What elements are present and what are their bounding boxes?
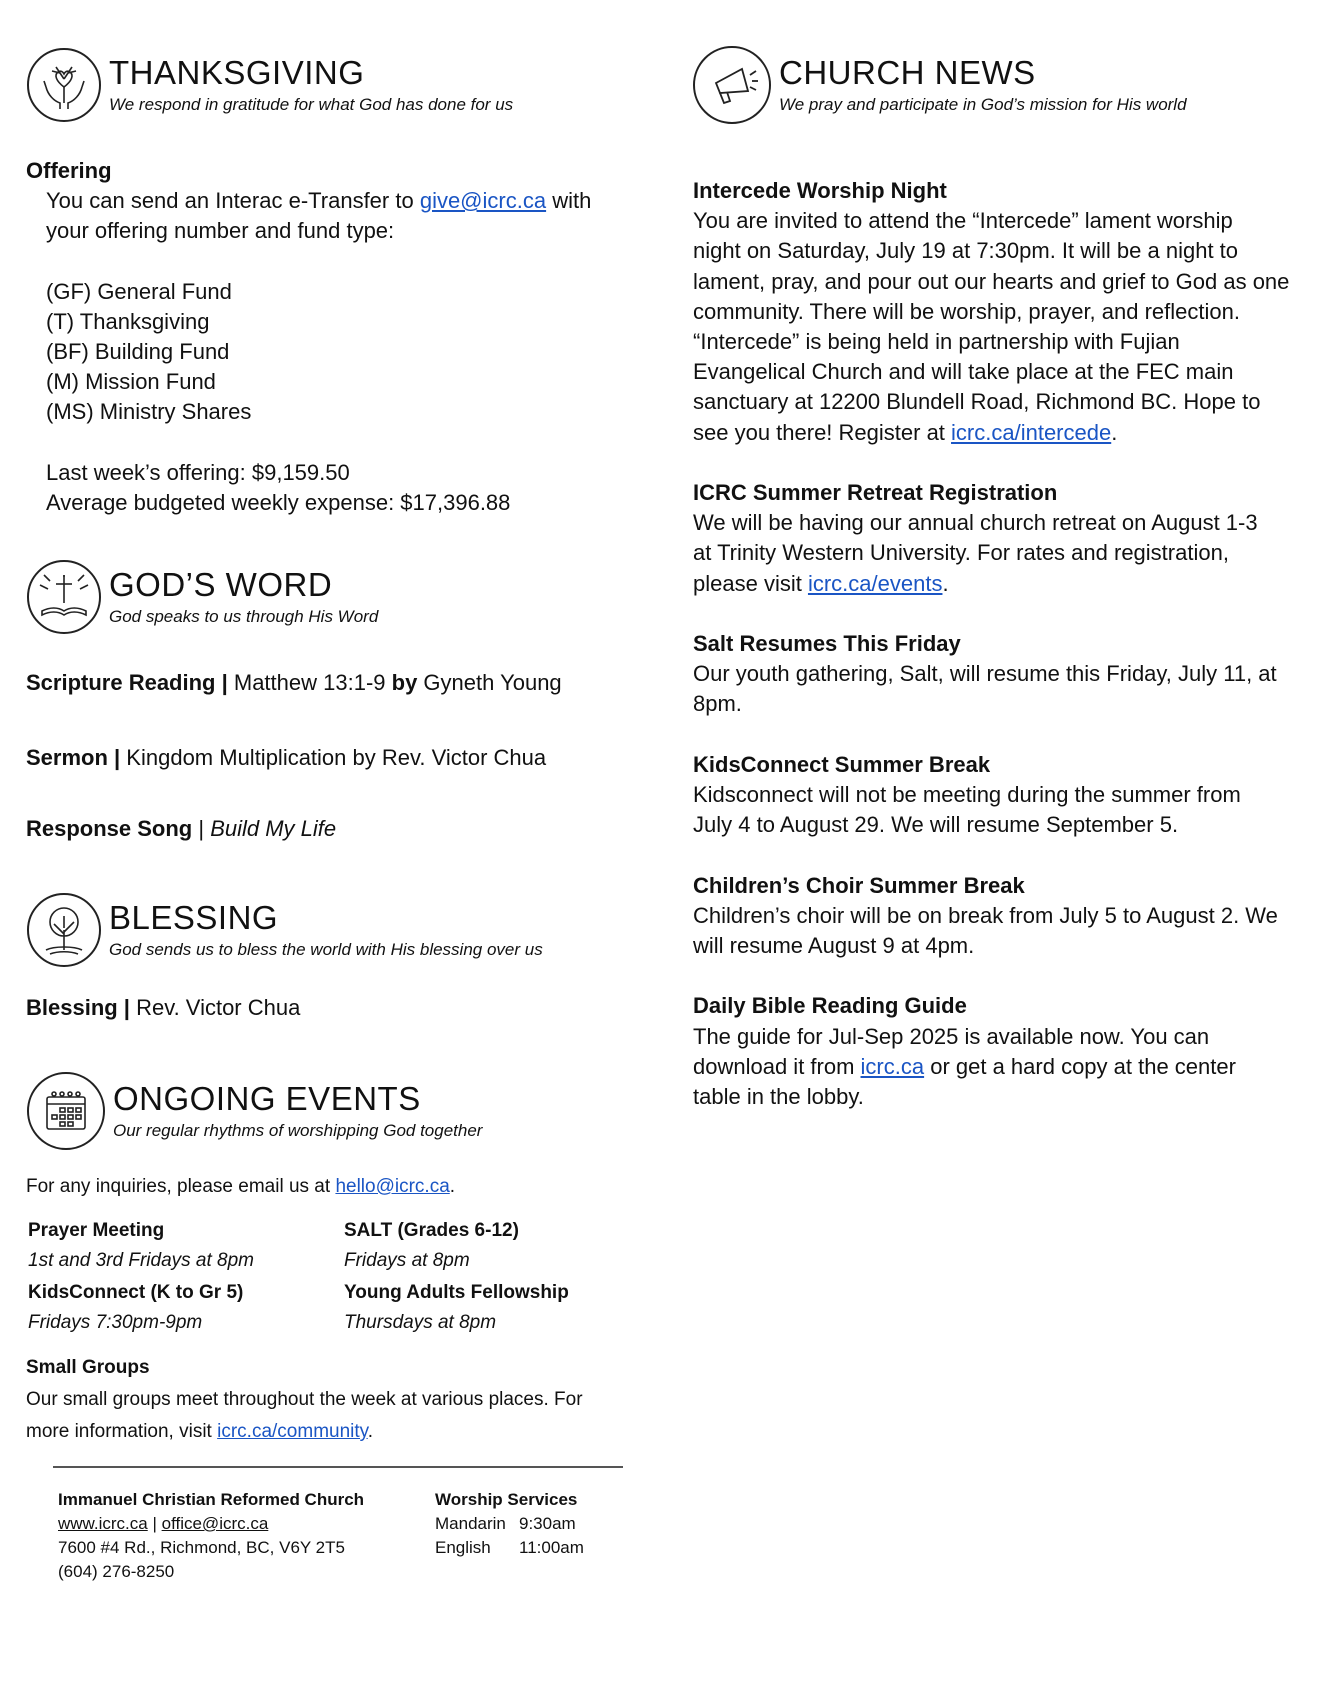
- news-heading: Daily Bible Reading Guide: [693, 993, 967, 1019]
- church-phone: (604) 276-8250: [58, 1562, 175, 1581]
- small-groups-text-2: more information, visit: [26, 1421, 218, 1442]
- event-salt: [344, 1216, 519, 1276]
- fund-item: (M) Mission Fund: [46, 369, 216, 395]
- blessing-header: [27, 893, 543, 967]
- news-heading: ICRC Summer Retreat Registration: [693, 480, 1058, 506]
- event-name: KidsConnect (K to Gr 5): [28, 1282, 244, 1303]
- events-link[interactable]: icrc.ca/events: [807, 570, 943, 596]
- event-time: Thursdays at 8pm: [344, 1312, 497, 1333]
- news-heading: Children’s Choir Summer Break: [693, 872, 1025, 898]
- small-groups-post: .: [367, 1421, 374, 1442]
- news-item-kidsconnect: [693, 750, 1313, 841]
- ongoing-subtitle: Our regular rhythms of worshipping God together: [113, 1121, 483, 1140]
- fund-item: (T) Thanksgiving: [46, 308, 210, 334]
- news-item-intercede: [693, 176, 1313, 448]
- service-row: [435, 1536, 584, 1560]
- website-link[interactable]: www.icrc.ca: [58, 1514, 148, 1533]
- news-item-choir: [693, 871, 1313, 962]
- news-text: “Intercede” is being held in partnership with Fujian: [693, 329, 1180, 355]
- sermon-title: Kingdom Multiplication: [120, 745, 353, 770]
- blessing-subtitle: God sends us to bless the world with His blessing over us: [109, 940, 543, 959]
- fund-item: (MS) Ministry Shares: [46, 399, 252, 425]
- service-lang: Mandarin: [435, 1514, 506, 1533]
- fund-item: (GF) General Fund: [46, 278, 232, 304]
- event-time: Fridays 7:30pm-9pm: [28, 1312, 203, 1333]
- small-groups-text: Our small groups meet throughout the week at various places. For: [26, 1389, 583, 1410]
- inquiry-line: [26, 1176, 455, 1198]
- church-address: 7600 #4 Rd., Richmond, BC, V6Y 2T5: [58, 1538, 345, 1557]
- blessing-label: Blessing |: [26, 995, 130, 1020]
- news-heading: KidsConnect Summer Break: [693, 751, 991, 777]
- news-text: Our youth gathering, Salt, will resume this Friday, July 11, at: [693, 661, 1277, 687]
- sermon: [26, 743, 546, 773]
- news-heading: Intercede Worship Night: [693, 178, 947, 203]
- event-prayer: [28, 1216, 254, 1276]
- event-young-adults: [344, 1278, 569, 1338]
- services-heading: Worship Services: [435, 1490, 578, 1509]
- footer-divider: [53, 1466, 623, 1468]
- response-sep: |: [192, 816, 211, 841]
- offering-heading: Offering: [26, 158, 112, 183]
- gods-word-header: [27, 560, 378, 634]
- news-text: You are invited to attend the “Intercede” lament worship: [693, 208, 1233, 234]
- blessing-title: BLESSING: [109, 899, 279, 936]
- news-text: Children’s choir will be on break from July 5 to August 2. We: [693, 902, 1278, 928]
- offering-text: You can send an Interac e-Transfer to: [46, 188, 420, 213]
- news-heading: Salt Resumes This Friday: [693, 631, 961, 657]
- news-text: lament, pray, and pour out our hearts and grief to God as one: [693, 268, 1290, 294]
- news-text: July 4 to August 29. We will resume September 5.: [693, 812, 1179, 838]
- blessing-line: [26, 993, 300, 1023]
- scripture-reading: [26, 668, 562, 698]
- gods-word-title: GOD’S WORD: [109, 566, 333, 603]
- news-text: The guide for Jul-Sep 2025 is available now. You can: [693, 1023, 1210, 1049]
- scripture-passage: Matthew 13:1-9: [227, 670, 392, 695]
- news-list: [693, 176, 1313, 1112]
- intercede-link[interactable]: icrc.ca/intercede: [951, 419, 1112, 445]
- news-item-salt: [693, 629, 1313, 720]
- give-email-link[interactable]: give@icrc.ca: [419, 188, 547, 213]
- church-name: Immanuel Christian Reformed Church: [58, 1490, 365, 1509]
- news-text: download it from: [693, 1053, 861, 1079]
- footer-church-info: [58, 1488, 364, 1584]
- ongoing-title: ONGOING EVENTS: [113, 1080, 421, 1117]
- service-time: 9:30am: [519, 1514, 576, 1533]
- offering-instructions: [46, 186, 591, 518]
- news-text: Kidsconnect will not be meeting during the summer from: [693, 782, 1241, 808]
- news-text: Evangelical Church and will take place at the FEC main: [693, 359, 1234, 385]
- news-text: will resume August 9 at 4pm.: [693, 933, 975, 959]
- service-time: 11:00am: [519, 1538, 584, 1557]
- church-news-subtitle: We pray and participate in God’s mission for His world: [779, 95, 1187, 114]
- fund-item: (BF) Building Fund: [46, 339, 230, 364]
- scripture-by: by: [391, 670, 418, 695]
- last-week-offering: Last week’s offering: $9,159.50: [46, 459, 350, 485]
- thanksgiving-subtitle: We respond in gratitude for what God has done for us: [109, 95, 514, 114]
- event-name: SALT (Grades 6-12): [344, 1220, 519, 1241]
- news-item-retreat: [693, 478, 1313, 599]
- response-song: [26, 814, 336, 844]
- service-lang: English: [435, 1538, 491, 1557]
- news-item-bible-guide: [693, 991, 1313, 1112]
- news-text: night on Saturday, July 19 at 7:30pm. It will be a night to: [693, 238, 1239, 264]
- news-text: at Trinity Western University. For rates and registration,: [693, 540, 1229, 566]
- inquiry-text: For any inquiries, please email us at: [26, 1176, 336, 1197]
- small-groups-heading: Small Groups: [26, 1357, 150, 1378]
- news-text: community. There will be worship, prayer, and reflection.: [693, 298, 1240, 324]
- blessing-minister: Rev. Victor Chua: [129, 995, 301, 1020]
- event-time: Fridays at 8pm: [344, 1250, 470, 1271]
- sermon-preacher: by Rev. Victor Chua: [352, 745, 547, 770]
- church-news-title: CHURCH NEWS: [779, 54, 1036, 91]
- offering-text-2: your offering number and fund type:: [46, 218, 395, 244]
- news-text: 8pm.: [693, 691, 742, 717]
- offering-text-post: with: [546, 188, 592, 213]
- news-text: see you there! Register at: [693, 419, 952, 445]
- megaphone-icon: [693, 46, 771, 124]
- hands-heart-icon: [27, 48, 101, 122]
- icrc-link[interactable]: icrc.ca: [860, 1053, 925, 1079]
- response-title: Build My Life: [210, 816, 337, 841]
- news-text: .: [942, 570, 949, 596]
- scripture-label: Scripture Reading |: [26, 670, 228, 695]
- tree-icon: [27, 893, 101, 967]
- event-time: 1st and 3rd Fridays at 8pm: [28, 1250, 254, 1271]
- event-name: Young Adults Fellowship: [344, 1282, 569, 1303]
- community-link[interactable]: icrc.ca/community: [217, 1421, 368, 1442]
- event-kidsconnect: [28, 1278, 243, 1338]
- news-text: table in the lobby.: [693, 1084, 864, 1110]
- thanksgiving-header: [27, 48, 513, 122]
- ongoing-header: [27, 1072, 482, 1150]
- office-email-link[interactable]: office@icrc.ca: [161, 1514, 269, 1533]
- church-news-header: [693, 46, 1187, 124]
- inquiry-post: .: [449, 1176, 456, 1197]
- footer-sep: |: [147, 1514, 162, 1533]
- hello-email-link[interactable]: hello@icrc.ca: [335, 1176, 450, 1197]
- footer-services: [435, 1488, 584, 1560]
- calendar-icon: [27, 1072, 105, 1150]
- news-text: or get a hard copy at the center: [924, 1053, 1236, 1079]
- service-row: [435, 1512, 584, 1536]
- news-text: .: [1111, 419, 1118, 445]
- bible-cross-icon: [27, 560, 101, 634]
- sermon-label: Sermon |: [26, 745, 121, 770]
- news-text: sanctuary at 12200 Blundell Road, Richmond BC. Hope to: [693, 389, 1261, 415]
- news-text: please visit: [693, 570, 808, 596]
- small-groups: [26, 1352, 583, 1448]
- scripture-reader: Gyneth Young: [417, 670, 562, 695]
- thanksgiving-title: THANKSGIVING: [109, 54, 365, 91]
- average-expense: Average budgeted weekly expense: $17,396.88: [46, 490, 511, 515]
- news-text: We will be having our annual church retreat on August 1-3: [693, 510, 1258, 536]
- response-label: Response Song: [26, 816, 193, 841]
- event-name: Prayer Meeting: [28, 1220, 165, 1241]
- gods-word-subtitle: God speaks to us through His Word: [109, 607, 379, 626]
